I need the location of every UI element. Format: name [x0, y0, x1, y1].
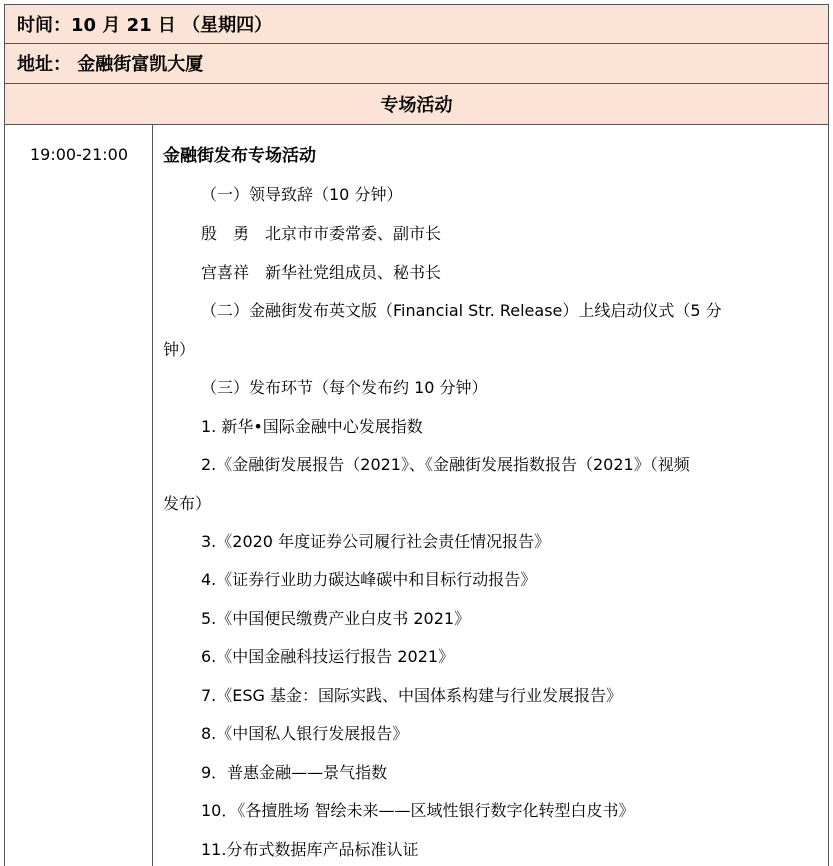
release-item-6: 6.《中国金融科技运行报告 2021》 — [201, 647, 455, 666]
address-row — [5, 43, 828, 83]
section-title: 专场活动 — [380, 95, 453, 116]
event-title: 金融街发布专场活动 — [163, 146, 316, 166]
agenda-item-launch-cont: 钟） — [163, 340, 196, 359]
release-item-10: 10．《各擅胜场 智绘未来——区域性银行数字化转型白皮书》 — [201, 801, 635, 820]
content-cell — [153, 125, 828, 866]
address-text: 地址： 金融街富凯大厦 — [17, 54, 204, 75]
date-text: 时间：10 月 21 日 （星期四） — [17, 15, 273, 36]
section-header-row — [5, 83, 828, 125]
release-item-8: 8.《中国私人银行发展报告》 — [201, 724, 409, 743]
date-row — [5, 4, 828, 43]
release-item-9: 9．普惠金融——景气指数 — [201, 763, 388, 782]
agenda-item-launch: （二）金融街发布英文版（Financial Str. Release）上线启动仪式（5 分 — [201, 301, 722, 320]
time-range: 19:00-21:00 — [30, 145, 128, 164]
release-item-7: 7.《ESG 基金：国际实践、中国体系构建与行业发展报告》 — [201, 686, 623, 705]
release-item-1: 1. 新华•国际金融中心发展指数 — [201, 417, 423, 436]
release-item-5: 5.《中国便民缴费产业白皮书 2021》 — [201, 609, 471, 628]
agenda-item-leader-speech: （一）领导致辞（10 分钟） — [201, 185, 403, 204]
release-item-3: 3.《2020 年度证券公司履行社会责任情况报告》 — [201, 532, 551, 551]
agenda-item-speaker-2: 宫喜祥 新华社党组成员、秘书长 — [201, 263, 442, 282]
release-item-2: 2.《金融街发展报告（2021》、《金融街发展指数报告（2021》（视频 — [201, 455, 690, 474]
release-item-11: 11.分布式数据库产品标准认证 — [201, 840, 419, 859]
agenda-table — [4, 4, 829, 866]
agenda-item-release-section: （三）发布环节（每个发布约 10 分钟） — [201, 378, 488, 397]
release-item-4: 4.《证券行业助力碳达峰碳中和目标行动报告》 — [201, 570, 537, 589]
release-item-2-cont: 发布） — [163, 494, 212, 513]
agenda-item-speaker-1: 殷 勇 北京市市委常委、副市长 — [201, 224, 442, 243]
time-cell — [5, 125, 153, 866]
